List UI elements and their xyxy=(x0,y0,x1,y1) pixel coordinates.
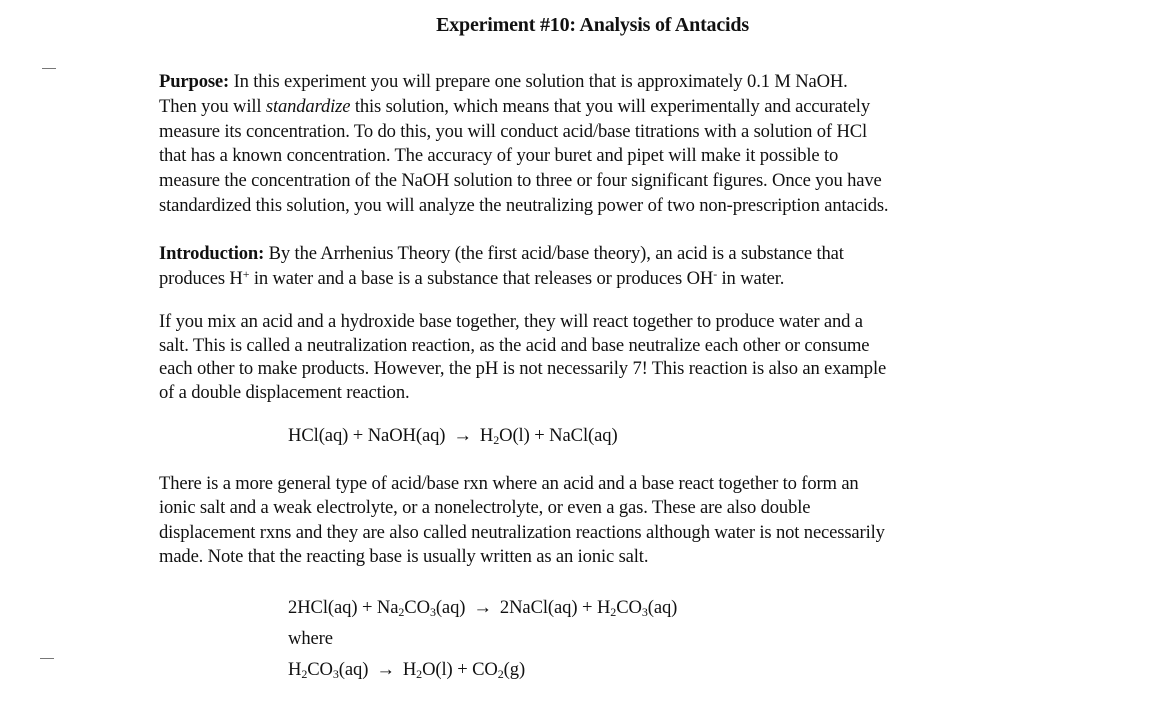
general-acid-base-paragraph xyxy=(159,472,1039,569)
purpose-line: that has a known concentration. The accuracy of your buret and pipet will make it possible to xyxy=(159,145,839,167)
paragraph-line: displacement rxns and they are also called neutralization reactions although water is not necessarily xyxy=(159,521,885,543)
reaction-arrow: → xyxy=(453,425,472,446)
page-title: Experiment #10: Analysis of Antacids xyxy=(436,14,749,36)
purpose-line: Purpose: In this experiment you will prepare one solution that is approximately 0.1 M NaOH. xyxy=(159,71,848,92)
reaction-arrow: → xyxy=(376,659,395,680)
purpose-line: Then you will standardize this solution, which means that you will experimentally and accurately xyxy=(159,95,870,117)
equation-h2co3-decomposition: $H_2CO_3(aq) \to H_2O(l) + CO_2(g)$ xyxy=(288,659,526,681)
equation-hcl-naoh: HCl(aq) + NaOH(aq) → $H_2O(l)$ + NaCl(aq) xyxy=(288,425,618,447)
reaction-arrow: → xyxy=(473,597,492,618)
introduction-section xyxy=(159,242,1039,292)
purpose-line: measure the concentration of the NaOH solution to three or four significant figures. Once you have xyxy=(159,170,882,192)
scan-speck xyxy=(42,68,56,69)
introduction-label: Introduction: xyxy=(159,243,265,264)
purpose-label: Purpose: xyxy=(159,71,230,92)
equation-hcl-na2co3: $2HCl(aq) + Na_2CO_3(aq)$ → 2NaCl(aq) + $H_2CO_3(aq)$ xyxy=(288,597,678,619)
introduction-line: Introduction: By the Arrhenius Theory (the first acid/base theory), an acid is a substance that xyxy=(159,243,844,264)
paragraph-line: salt. This is called a neutralization reaction, as the acid and base neutralize each other or consume xyxy=(159,334,870,356)
emphasis-standardize: standardize xyxy=(265,95,351,117)
paragraph-line: each other to make products. However, the pH is not necessarily 7! This reaction is also an example xyxy=(159,358,887,380)
paragraph-line: If you mix an acid and a hydroxide base together, they will react together to produce water and a xyxy=(159,311,863,332)
paragraph-line: ionic salt and a weak electrolyte, or a nonelectrolyte, or even a gas. These are also double xyxy=(159,497,811,519)
where-label: where xyxy=(288,628,333,649)
paragraph-line: There is a more general type of acid/base rxn where an acid and a base react together to form an xyxy=(159,473,859,494)
introduction-line: produces H+ in water and a base is a substance that releases or produces OH- in water. xyxy=(159,266,785,289)
scan-speck xyxy=(40,658,54,659)
neutralization-paragraph xyxy=(159,310,1039,404)
purpose-line: measure its concentration. To do this, you will conduct acid/base titrations with a solution of HCl xyxy=(159,120,868,142)
purpose-section xyxy=(159,70,1039,219)
paragraph-line: of a double displacement reaction. xyxy=(159,381,410,403)
paragraph-line: made. Note that the reacting base is usually written as an ionic salt. xyxy=(159,545,649,567)
purpose-line: standardized this solution, you will analyze the neutralizing power of two non-prescription antacids. xyxy=(159,194,889,216)
